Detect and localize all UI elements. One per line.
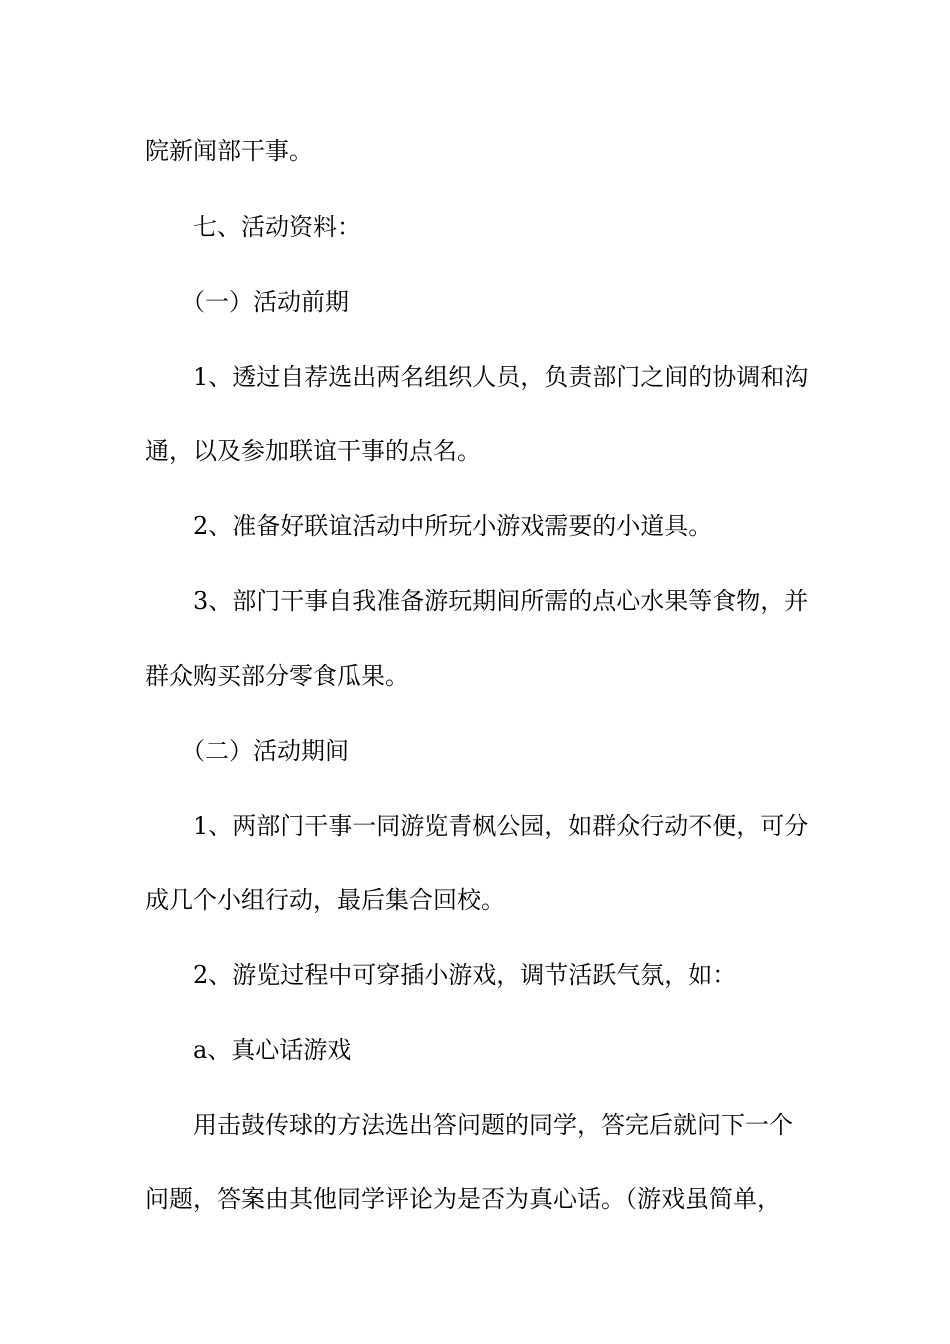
subsection-heading-during-activity: （二）活动期间 bbox=[181, 737, 349, 765]
text-line-5: 通，以及参加联谊干事的点名。 bbox=[145, 437, 481, 465]
text-line-15: 问题，答案由其他同学评论为是否为真心话。（游戏虽简单， bbox=[145, 1185, 781, 1213]
subsection-heading-pre-activity: （一）活动前期 bbox=[181, 288, 349, 316]
text-line-7: 3、部门干事自我准备游玩期间所需的点心水果等食物，并 bbox=[193, 587, 809, 615]
section-heading-activity-content: 七、活动资料： bbox=[193, 213, 361, 241]
game-title-truth: a、真心话游戏 bbox=[193, 1036, 352, 1064]
text-line-8: 群众购买部分零食瓜果。 bbox=[145, 662, 409, 690]
text-line-12: 2、游览过程中可穿插小游戏，调节活跃气氛，如： bbox=[193, 961, 737, 989]
text-line-1: 院新闻部干事。 bbox=[145, 137, 313, 165]
text-line-6: 2、准备好联谊活动中所玩小游戏需要的小道具。 bbox=[193, 512, 713, 540]
text-line-11: 成几个小组行动，最后集合回校。 bbox=[145, 886, 505, 914]
text-line-14: 用击鼓传球的方法选出答问题的同学，答完后就问下一个 bbox=[193, 1111, 793, 1139]
text-line-4: 1、透过自荐选出两名组织人员，负责部门之间的协调和沟 bbox=[193, 363, 809, 391]
text-line-10: 1、两部门干事一同游览青枫公园，如群众行动不便，可分 bbox=[193, 812, 809, 840]
